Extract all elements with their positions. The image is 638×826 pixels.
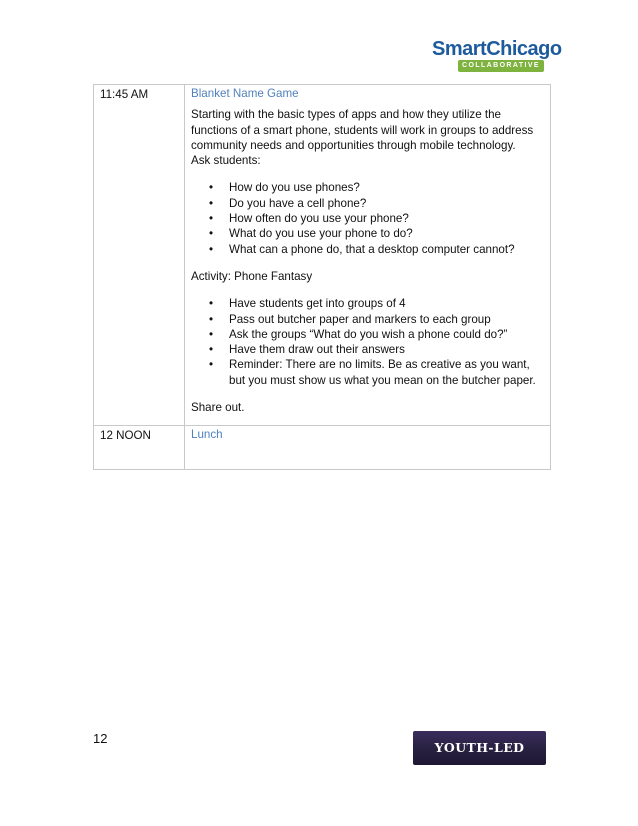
agenda-time: 12 NOON [94,426,185,470]
activity-step: • Have students get into groups of 4 [229,296,546,311]
question-item: • What do you use your phone to do? [229,226,546,241]
logo-wordmark-part1: Smart [432,38,487,60]
agenda-content [185,426,551,470]
agenda-content [185,85,551,426]
agenda-time: 11:45 AM [94,85,185,426]
session-heading: Blanket Name Game [191,87,299,100]
activity-step: • Have them draw out their answers [229,342,546,357]
youth-led-tech-logo [413,731,546,789]
ask-students-label: Ask students: [191,154,261,168]
youth-led-tech-text: YOUTH-LED TECH [434,740,525,789]
session-heading: Lunch [191,428,223,442]
share-out: Share out. [191,401,245,415]
question-item: • How do you use phones? [229,180,546,195]
question-item: • What can a phone do, that a desktop computer cannot? [229,242,546,257]
question-list [191,180,546,256]
logo-subtitle: COLLABORATIVE [458,60,544,72]
session-intro: Starting with the basic types of apps and how they utilize the functions of a smart phone, students will work in groups to address community needs and opportunities through mobile technology. [191,108,534,152]
agenda-row [94,426,551,470]
page-number: 12 [93,731,108,746]
smart-chicago-logo [432,38,562,74]
question-item: • How often do you use your phone? [229,211,546,226]
activity-steps [191,296,546,388]
activity-label: Activity: Phone Fantasy [191,269,313,283]
logo-wordmark-part2: Chicago [486,38,562,60]
question-item: • Do you have a cell phone? [229,196,546,211]
agenda-table [93,84,551,470]
agenda-row [94,85,551,426]
activity-step: • Pass out butcher paper and markers to each group [229,312,546,327]
logo-wordmark [432,38,562,60]
activity-step: • Ask the groups “What do you wish a phone could do?” [229,327,546,342]
activity-step: • Reminder: There are no limits. Be as creative as you want, but you must show us what you mean on the butcher paper. [229,357,546,388]
